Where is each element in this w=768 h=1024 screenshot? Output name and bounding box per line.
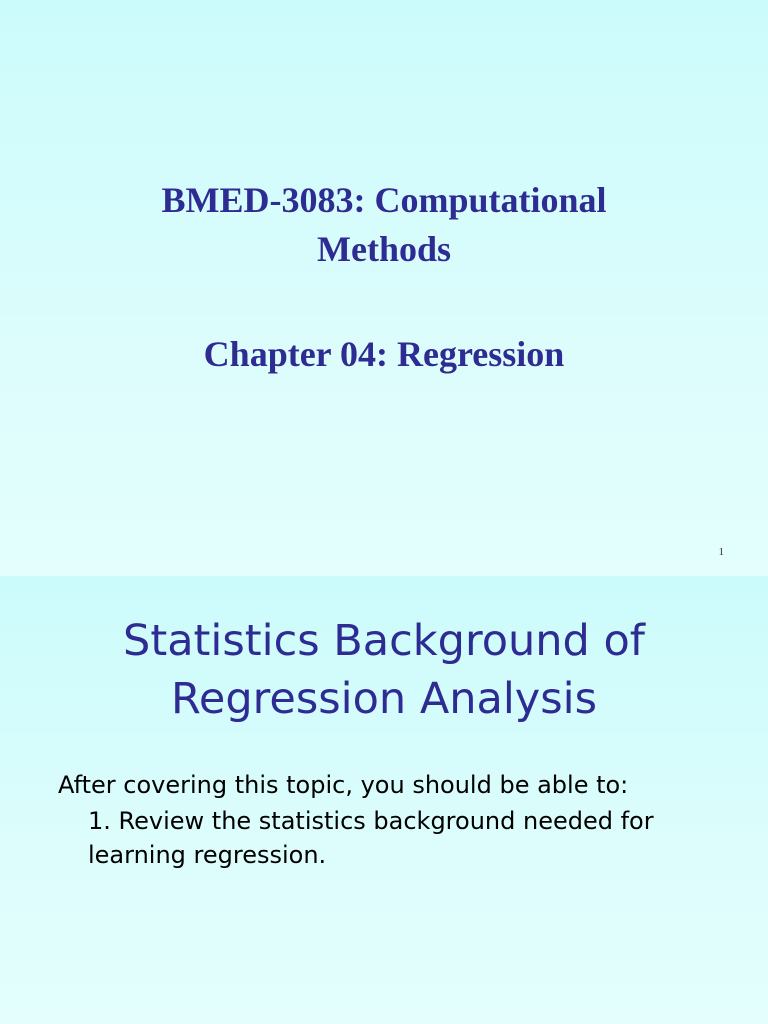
slide-2 (0, 576, 768, 1024)
chapter-title (0, 330, 768, 379)
course-title (0, 176, 768, 274)
slide-heading-line-1: Statistics Background of (123, 616, 645, 666)
slide-heading-line-2: Regression Analysis (170, 674, 598, 724)
intro-text: After covering this topic, you should be able to: (58, 771, 629, 799)
objective-line-2: learning regression. (88, 841, 327, 869)
chapter-title-text: Chapter 04: Regression (203, 334, 565, 374)
course-title-line-2: Methods (317, 229, 451, 269)
course-title-line-1: BMED-3083: Computational (161, 180, 607, 220)
objective-line-1: 1. Review the statistics background needed for (88, 807, 654, 835)
slide-heading (0, 612, 768, 728)
objective-item (88, 804, 728, 872)
page-number: 1 (718, 546, 724, 558)
